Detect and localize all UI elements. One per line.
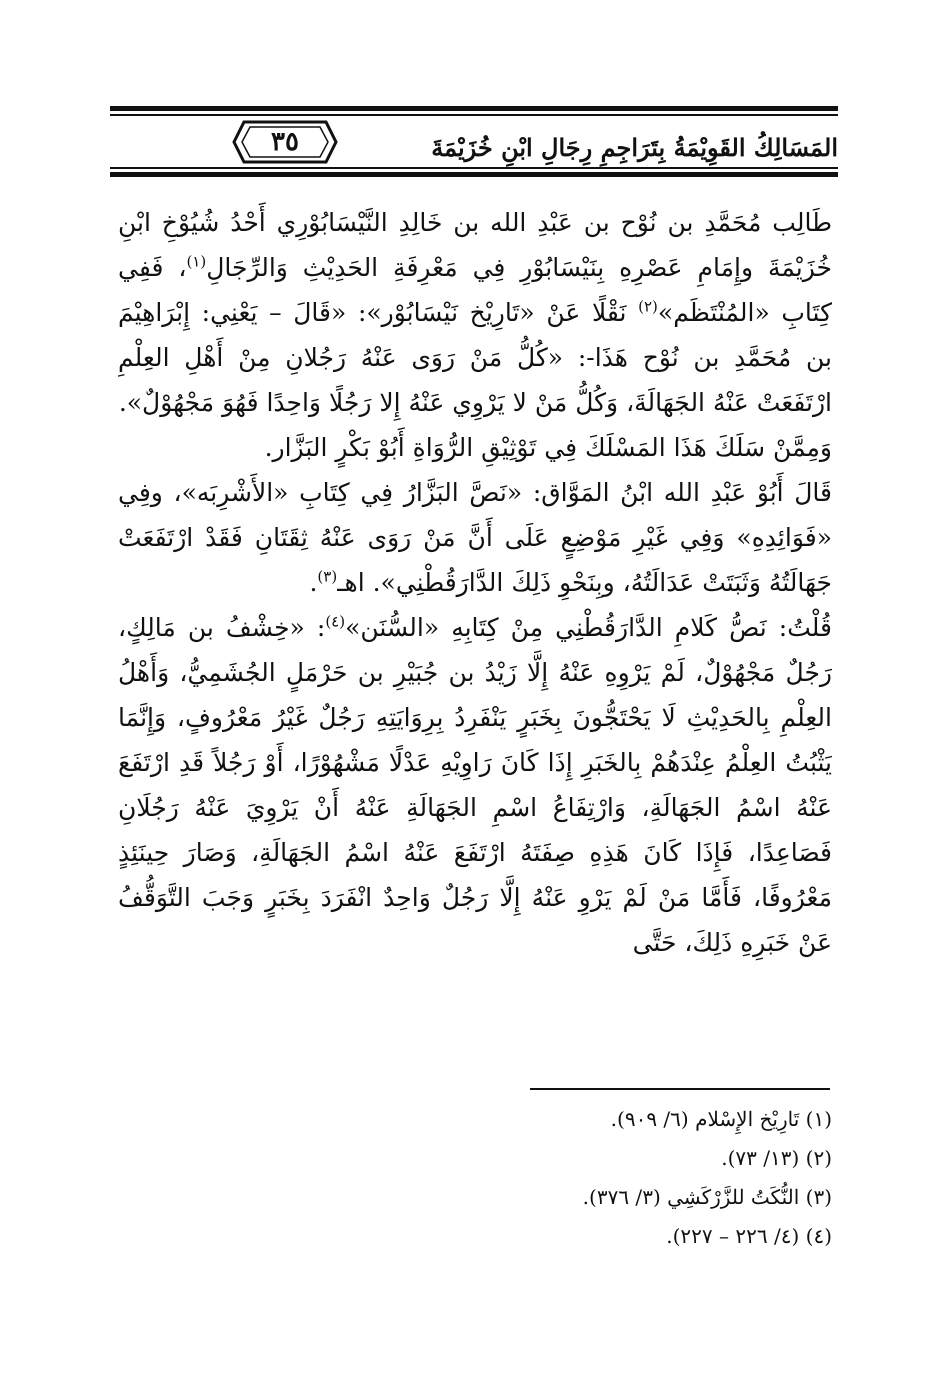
body-paragraph: [118, 200, 832, 425]
body-paragraph: [118, 605, 832, 965]
text-run: قَالَ أَبُوْ عَبْدِ الله ابْنُ المَوَّاق: «نَصَّ البَزَّارُ فِي كِتَابِ «الأَشْرِبَه»، وفِي «فَوَائِدِهِ» وَفِي غَيْرِ مَوْضِعٍ عَلَى أَنَّ مَنْ رَوَى عَنْهُ ثِقَتَانِ فَقَدْ ارْتَفَعَتْ جَهَالَتُهُ وَثَبَتَتْ عَدَالَتُهُ، وبِنَحْوِ ذَلِكَ الدَّارَقُطْنِي». اهـ: [118, 478, 832, 597]
footnote-reference: (١): [186, 252, 207, 271]
text-run: .: [309, 568, 318, 597]
body-text: [118, 200, 832, 1050]
header-rule-bottom-thin: [110, 167, 838, 169]
body-paragraph: [118, 470, 832, 605]
footnote-reference: (٤): [325, 612, 346, 631]
footnote-separator: [530, 1088, 830, 1090]
header-rule-top-thin: [110, 114, 838, 116]
text-run: وَمِمَّنْ سَلَكَ هَذَا المَسْلَكَ فِي تَوْثِيْقِ الرُّوَاةِ أَبُوْ بَكْرٍ البَزَّار.: [264, 433, 832, 462]
header-rule-bottom: [110, 172, 838, 177]
footnote-3: (٣) النُّكَتُ للزَّرْكَشِي (٣/ ٣٧٦).: [582, 1185, 832, 1209]
text-run: : «خِشْفُ بن مَالِكٍ، رَجُلٌ مَجْهُوْلٌ، لَمْ يَرْوِهِ عَنْهُ إِلَّا زَيْدُ بن جُبَيْرِ بن حَرْمَلٍ الجُشَمِيُّ، وَأَهْلُ العِلْمِ بِالحَدِيْثِ لَا يَحْتَجُّونَ بِخَبَرٍ يَنْفَرِدُ بِرِوَايَتِهِ رَجُلٌ غَيْرُ مَعْرُوفٍ، وَإِنَّمَا يَثْبُتُ العِلْمُ عِنْدَهُمْ بِالخَبَرِ إِذَا كَانَ رَاوِيْهِ عَدْلًا مَشْهُوْرًا، أَوْ رَجُلاً قَدِ ارْتَفَعَ عَنْهُ اسْمُ الجَهَالَةِ، وَارْتِفَاعُ اسْمِ الجَهَالَةِ عَنْهُ أَنْ يَرْوِيَ عَنْهُ رَجُلَانِ فَصَاعِدًا، فَإِذَا كَانَ هَذِهِ صِفَتَهُ ارْتَفَعَ عَنْهُ اسْمُ الجَهَالَةِ، وَصَارَ حِينَئِذٍ مَعْرُوفًا، فَأَمَّا مَنْ لَمْ يَرْوِ عَنْهُ إِلَّا رَجُلٌ وَاحِدٌ انْفَرَدَ بِخَبَرٍ وَجَبَ التَّوَقُّفُ عَنْ خَبَرِهِ ذَلِكَ، حَتَّى: [118, 613, 832, 957]
text-run: طَالِب مُحَمَّدِ بن نُوْح بن عَبْدِ الله بن خَالِدِ النَّيْسَابُوْرِي أَحْدُ شُيُوْخِ ابْنِ خُزَيْمَةَ وإِمَامِ عَصْرِهِ بِنَيْسَابُوْرِ فِي مَعْرِفَةِ الحَدِيْثِ وَالرِّجَالِ: [118, 208, 832, 282]
header-rule-top: [110, 106, 838, 111]
footnote-reference: (٣): [317, 567, 338, 586]
page-number: ٣٥: [271, 127, 299, 157]
text-run: نَقْلًا عَنْ «تَارِيْخ نَيْسَابُوْر»: «قَالَ – يَعْنِي: إِبْرَاهِيْمَ بن مُحَمَّدِ بن نُوْح هَذَا-: «كُلُّ مَنْ رَوَى عَنْهُ رَجُلانِ مِنْ أَهْلِ العِلْمِ ارْتَفَعَتْ عَنْهُ الجَهَالَةَ، وَكُلُّ مَنْ لا يَرْوِي عَنْهُ إِلا رَجُلًا وَاحِدًا فَهُوَ مَجْهُوْلٌ».: [118, 298, 832, 417]
footnote-2: (٢) (١٣/ ٧٣).: [721, 1146, 832, 1170]
footnote-reference: (٢): [638, 297, 658, 316]
page-number-frame: [230, 118, 340, 166]
text-run: ، فَفِي كِتَابِ «المُنْتَظَم»: [118, 253, 832, 327]
footnote-4: (٤) (٤/ ٢٢٦ – ٢٢٧).: [666, 1224, 832, 1248]
footnote-1: (١) تَارِيْخ الإِسْلام (٦/ ٩٠٩).: [610, 1107, 832, 1131]
running-title: المَسَالِكُ القَوِيْمَةُ بِتَرَاجِمِ رِجَالِ ابْنِ خُزَيْمَةَ: [431, 133, 838, 162]
text-run: قُلْتُ: نَصُّ كَلامِ الدَّارَقُطْنِي مِنْ كِتَابِهِ «السُّنَن»: [345, 613, 832, 642]
page-header: [110, 100, 838, 190]
body-paragraph: [118, 425, 832, 470]
footnotes: [400, 1100, 832, 1256]
